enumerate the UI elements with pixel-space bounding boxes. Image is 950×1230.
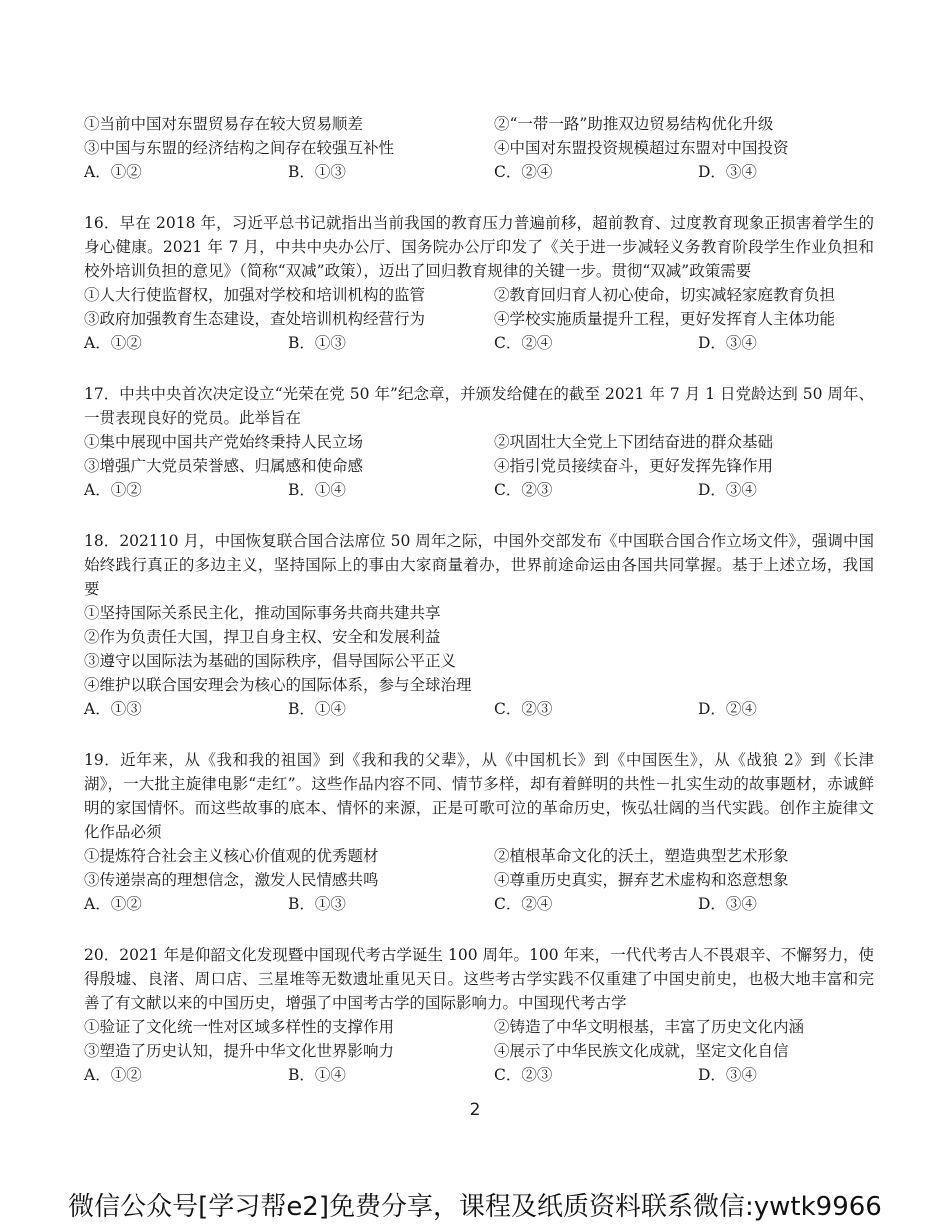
answer-c: C．②④ (494, 895, 553, 913)
question-stem: 16．早在 2018 年，习近平总书记就指出当前我国的教育压力普遍前移，超前教育、过度教育现象正损害着学生的身心健康。2021 年 7 月，中共中央办公厅、国务院办公厅印发了《关于进一步减轻义务教育阶段学生作业负担和校外培训负担的意见》（简称“双减”政策），迈出了回归教育规律的关键一步。贯彻“双减”政策需要 (84, 214, 874, 280)
answer-a: A．①② (84, 334, 142, 352)
option-1: ①提炼符合社会主义核心价值观的优秀题材 (84, 847, 379, 865)
option-2: ②植根革命文化的沃土，塑造典型艺术形象 (494, 847, 789, 865)
option-row (84, 1015, 874, 1039)
question-18 (84, 529, 874, 721)
option-1: ①验证了文化统一性对区域多样性的支撑作用 (84, 1018, 395, 1036)
answer-row (84, 892, 874, 916)
footer-watermark: 微信公众号[学习帮e2]免费分享，课程及纸质资料联系微信:ywtk9966 (68, 1192, 882, 1222)
option-row (84, 868, 874, 892)
option-row (84, 454, 874, 478)
answer-d: D．③④ (698, 1066, 757, 1084)
option-3: ③增强广大党员荣誉感、归属感和使命感 (84, 457, 364, 475)
option-2: ②巩固壮大全党上下团结奋进的群众基础 (494, 433, 774, 451)
option-3: ③遵守以国际法为基础的国际秩序，倡导国际公平正义 (84, 652, 457, 670)
answer-b: B．①③ (288, 163, 346, 181)
answer-b: B．①④ (288, 481, 346, 499)
exam-page (84, 112, 874, 1087)
answer-row (84, 160, 874, 184)
option-4: ④学校实施质量提升工程，更好发挥育人主体功能 (494, 310, 836, 328)
option-1: ①坚持国际关系民主化，推动国际事务共商共建共享 (84, 604, 441, 622)
option-2: ②铸造了中华文明根基，丰富了历史文化内涵 (494, 1018, 805, 1036)
page-number: 2 (469, 1100, 481, 1120)
option-4: ④展示了中华民族文化成就，坚定文化自信 (494, 1042, 789, 1060)
question-stem: 20．2021 年是仰韶文化发现暨中国现代考古学诞生 100 周年。100 年来，一代代考古人不畏艰辛、不懈努力，使得殷墟、良渚、周口店、三星堆等无数遗址重见天日。这些考古学实践不仅重建了中国史前史，也极大地丰富和完善了有文献以来的中国历史，增强了中国考古学的国际影响力。中国现代考古学 (84, 946, 874, 1012)
option-2: ②“一带一路”助推双边贸易结构优化升级 (494, 115, 774, 133)
option-row (84, 430, 874, 454)
question-20 (84, 943, 874, 1087)
option-1: ①人大行使监督权，加强对学校和培训机构的监管 (84, 286, 426, 304)
option-row (84, 1039, 874, 1063)
answer-row (84, 478, 874, 502)
answer-a: A．①② (84, 163, 142, 181)
question-stem: 18．202110 月，中国恢复联合国合法席位 50 周年之际，中国外交部发布《中国联合国合作立场文件》，强调中国始终践行真正的多边主义，坚持国际上的事由大家商量着办，世界前途命运由各国共同掌握。基于上述立场，我国要 (84, 532, 874, 598)
option-row (84, 112, 874, 136)
answer-b: B．①③ (288, 334, 346, 352)
answer-d: D．③④ (698, 334, 757, 352)
answer-d: D．②④ (698, 700, 757, 718)
question-15-options (84, 112, 874, 184)
option-row (84, 136, 874, 160)
answer-b: B．①④ (288, 1066, 346, 1084)
answer-row (84, 697, 874, 721)
option-row (84, 844, 874, 868)
option-row (84, 283, 874, 307)
answer-row (84, 1063, 874, 1087)
question-17 (84, 382, 874, 502)
option-3: ③政府加强教育生态建设，查处培训机构经营行为 (84, 310, 426, 328)
option-1: ①当前中国对东盟贸易存在较大贸易顺差 (84, 115, 364, 133)
answer-a: A．①② (84, 895, 142, 913)
answer-c: C．②③ (494, 1066, 553, 1084)
answer-a: A．①② (84, 481, 142, 499)
answer-a: A．①② (84, 1066, 142, 1084)
option-2: ②作为负责任大国，捍卫自身主权、安全和发展利益 (84, 628, 441, 646)
answer-a: A．①③ (84, 700, 142, 718)
option-4: ④指引党员接续奋斗，更好发挥先锋作用 (494, 457, 774, 475)
option-2: ②教育回归育人初心使命，切实减轻家庭教育负担 (494, 286, 836, 304)
answer-d: D．③④ (698, 895, 757, 913)
question-19 (84, 748, 874, 916)
question-16 (84, 211, 874, 355)
option-3: ③传递崇高的理想信念，激发人民情感共鸣 (84, 871, 379, 889)
answer-b: B．①③ (288, 895, 346, 913)
question-stem: 19．近年来，从《我和我的祖国》到《我和我的父辈》，从《中国机长》到《中国医生》，从《战狼 2》到《长津湖》，一大批主旋律电影“走红”。这些作品内容不同、情节多样，却有着鲜明的共性－扎实生动的故事题材，赤诚鲜明的家国情怀。而这些故事的底本、情怀的来源，正是可歌可泣的革命历史，恢弘壮阔的当代实践。创作主旋律文化作品必须 (84, 751, 874, 841)
answer-c: C．②④ (494, 334, 553, 352)
option-4: ④维护以联合国安理会为核心的国际体系，参与全球治理 (84, 676, 472, 694)
option-row (84, 307, 874, 331)
answer-row (84, 331, 874, 355)
answer-c: C．②④ (494, 163, 553, 181)
answer-b: B．①④ (288, 700, 346, 718)
answer-c: C．②③ (494, 481, 553, 499)
option-3: ③中国与东盟的经济结构之间存在较强互补性 (84, 139, 395, 157)
option-4: ④中国对东盟投资规模超过东盟对中国投资 (494, 139, 789, 157)
option-4: ④尊重历史真实，摒弃艺术虚构和恣意想象 (494, 871, 789, 889)
option-1: ①集中展现中国共产党始终秉持人民立场 (84, 433, 364, 451)
answer-c: C．②③ (494, 700, 553, 718)
question-stem: 17．中共中央首次决定设立“光荣在党 50 年”纪念章，并颁发给健在的截至 2021 年 7 月 1 日党龄达到 50 周年、一贯表现良好的党员。此举旨在 (84, 385, 874, 427)
answer-d: D．③④ (698, 163, 757, 181)
answer-d: D．③④ (698, 481, 757, 499)
option-3: ③塑造了历史认知，提升中华文化世界影响力 (84, 1042, 395, 1060)
